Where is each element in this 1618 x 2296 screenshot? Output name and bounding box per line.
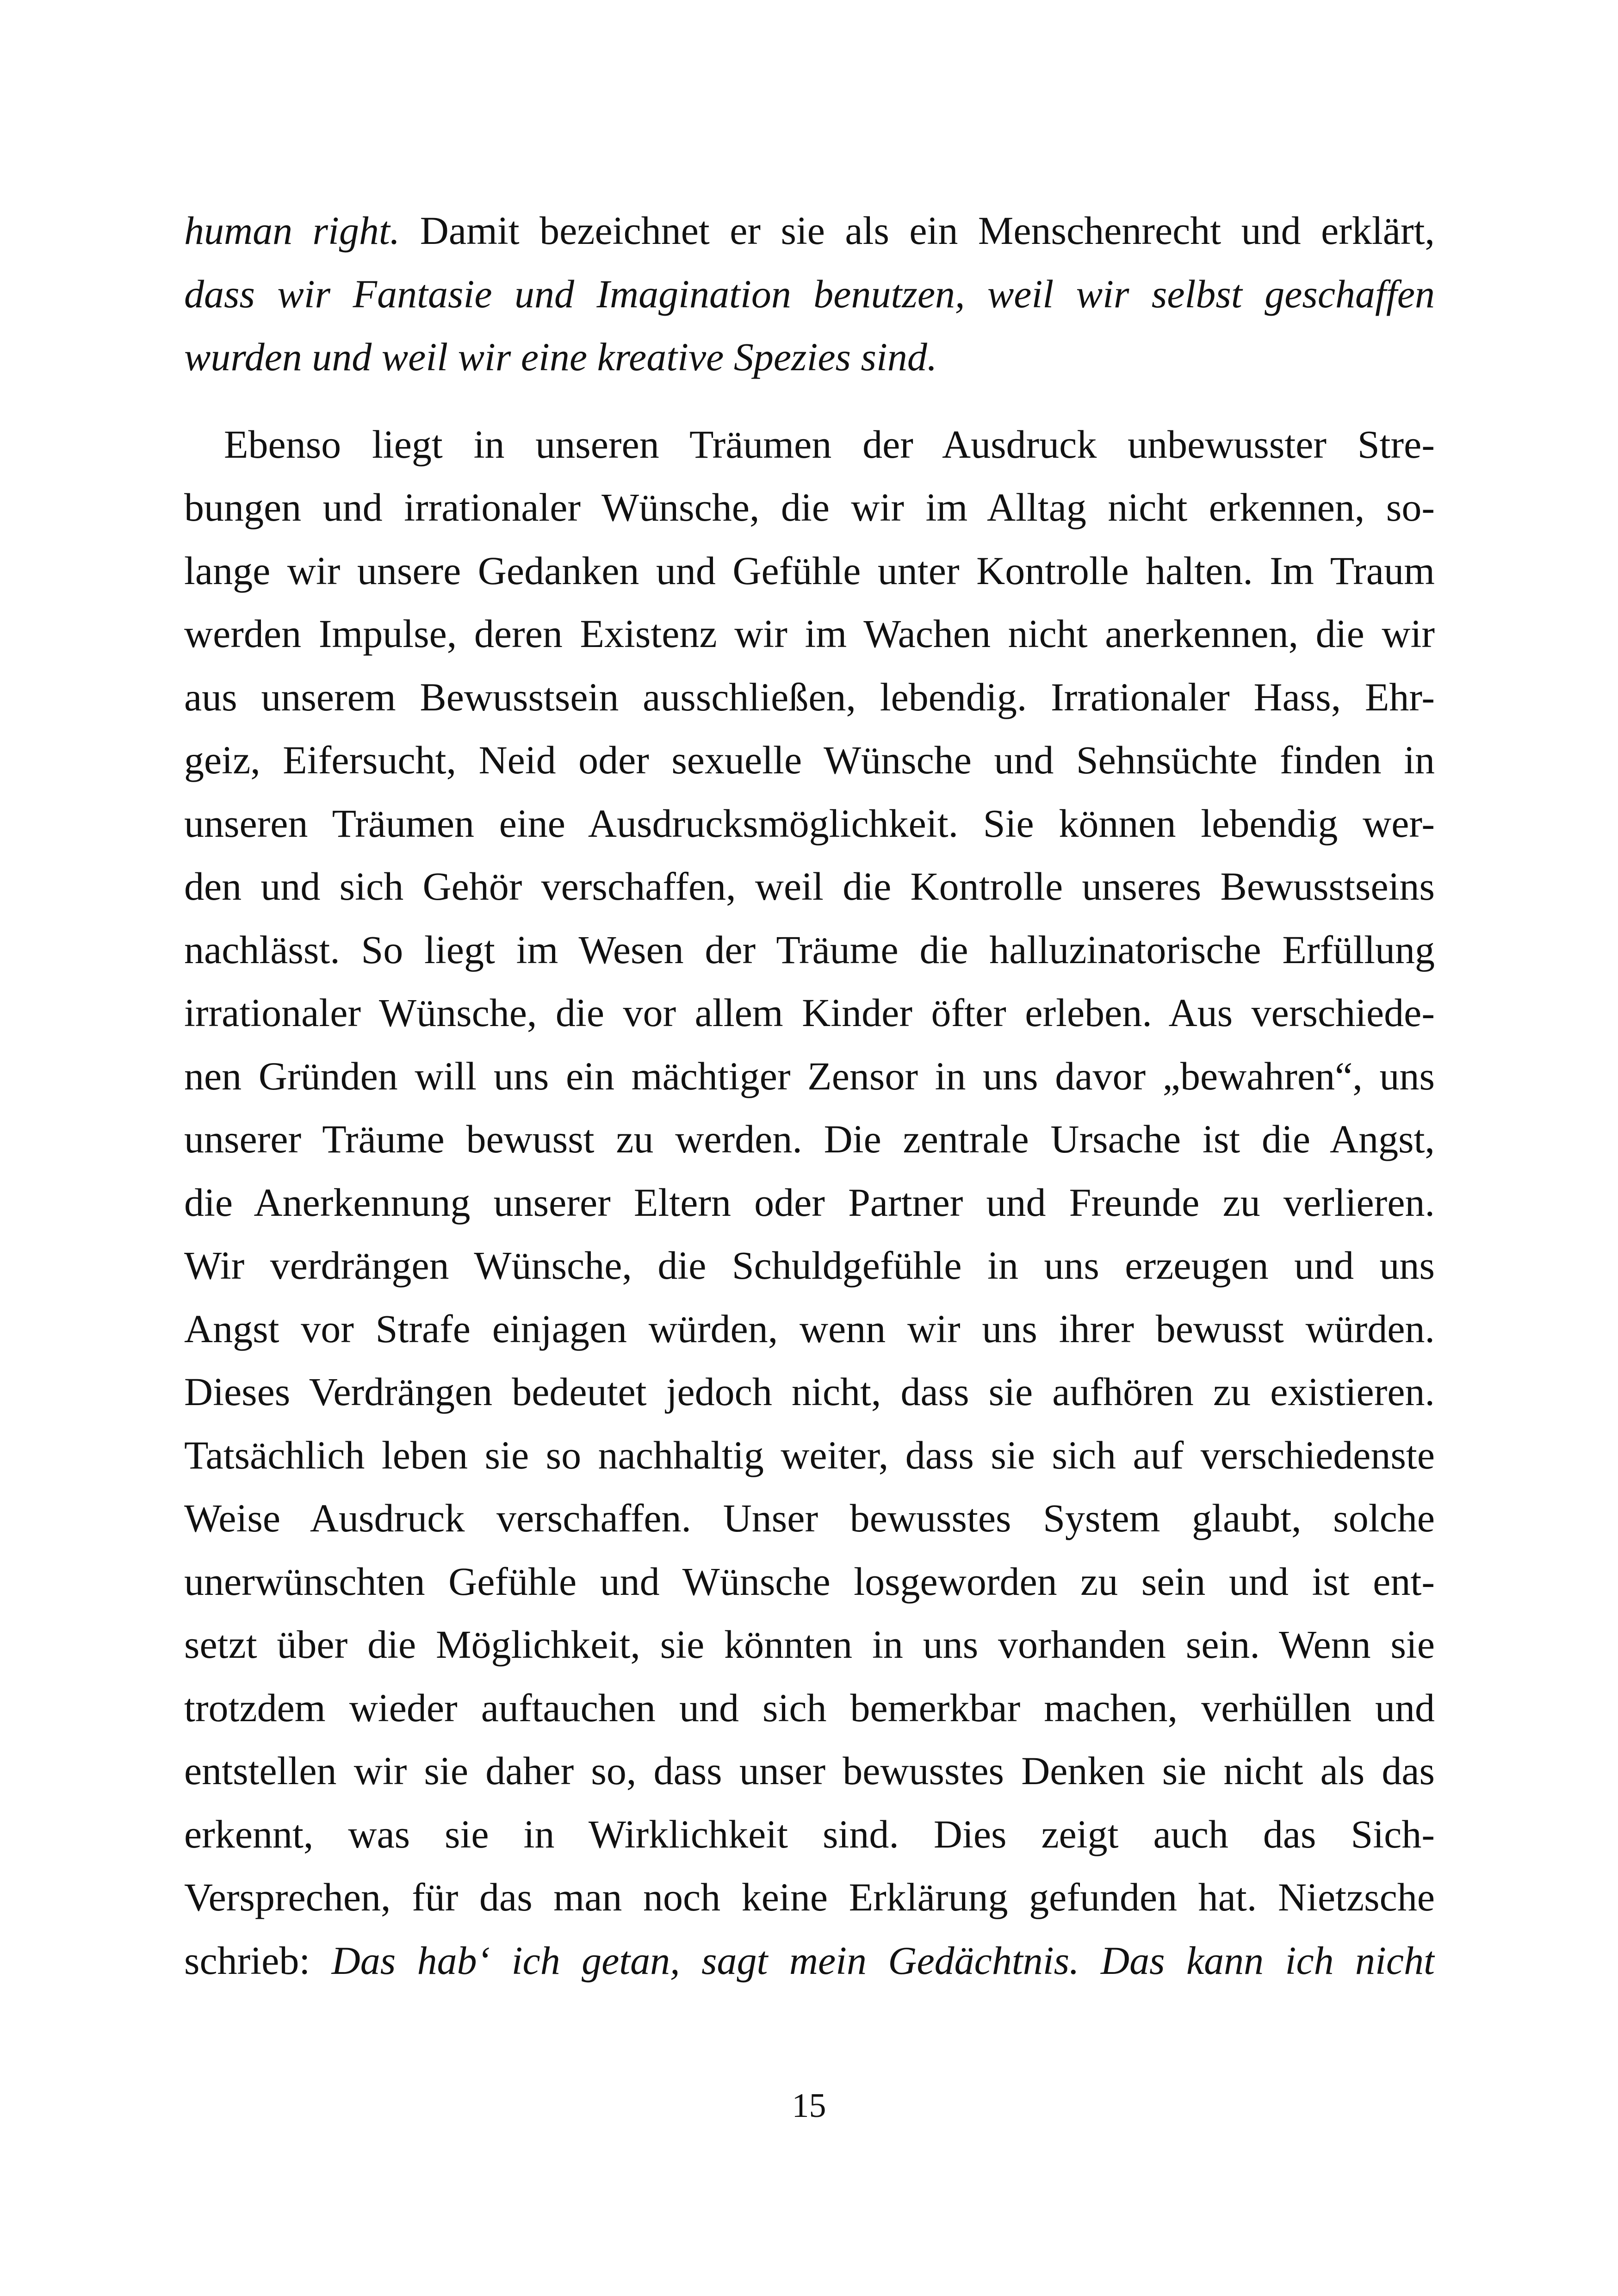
text-line: unseren Träumen eine Ausdrucksmöglichkeit. Sie können lebendig wer-	[184, 801, 1435, 846]
text-line: bungen und irrationaler Wünsche, die wir im Alltag nicht erkennen, so-	[184, 485, 1435, 529]
text-line: unerwünschten Gefühle und Wünsche losgeworden zu sein und ist ent-	[184, 1559, 1435, 1604]
text-line: Wir verdrängen Wünsche, die Schuldgefühle in uns erzeugen und uns	[184, 1243, 1435, 1288]
text-line: lange wir unsere Gedanken und Gefühle unter Kontrolle halten. Im Traum	[184, 548, 1435, 593]
paragraph-gap	[184, 389, 1435, 413]
italic-text: wurden und weil wir eine kreative Spezies sind.	[184, 335, 937, 379]
paragraph-1	[184, 199, 1435, 389]
body-text	[184, 199, 1435, 1992]
text-line: nen Gründen will uns ein mächtiger Zensor in uns davor „bewahren“, uns	[184, 1053, 1435, 1098]
text-line: Dieses Verdrängen bedeutet jedoch nicht, dass sie aufhören zu existieren.	[184, 1369, 1435, 1414]
text-line: unserer Träume bewusst zu werden. Die zentrale Ursache ist die Angst,	[184, 1117, 1435, 1161]
text-line	[184, 199, 1435, 262]
text-line: Ebenso liegt in unseren Träumen der Ausdruck unbewusster Stre-	[224, 422, 1435, 467]
text-line: den und sich Gehör verschaffen, weil die Kontrolle unseres Bewusstseins	[184, 864, 1435, 908]
text-line	[184, 325, 1435, 389]
page-number: 15	[792, 2087, 826, 2125]
text-line	[184, 1929, 1435, 1992]
text-run: Damit bezeichnet er sie als ein Menschenrecht und erklärt,	[400, 208, 1435, 253]
italic-text: Das hab‘ ich getan, sagt mein Gedächtnis. Das kann ich nicht	[331, 1938, 1435, 1983]
text-line: trotzdem wieder auftauchen und sich bemerkbar machen, verhüllen und	[184, 1685, 1435, 1730]
text-line: Weise Ausdruck verschaffen. Unser bewusstes System glaubt, solche	[184, 1496, 1435, 1540]
text-line: Versprechen, für das man noch keine Erklärung gefunden hat. Nietzsche	[184, 1875, 1435, 1919]
text-line: geiz, Eifersucht, Neid oder sexuelle Wünsche und Sehnsüchte finden in	[184, 738, 1435, 782]
paragraph-2	[184, 413, 1435, 1992]
text-line: aus unserem Bewusstsein ausschließen, lebendig. Irrationaler Hass, Ehr-	[184, 674, 1435, 719]
text-line: nachlässt. So liegt im Wesen der Träume die halluzinatorische Erfüllung	[184, 927, 1435, 972]
text-line: werden Impulse, deren Existenz wir im Wachen nicht anerkennen, die wir	[184, 611, 1435, 656]
text-line	[184, 262, 1435, 326]
text-line: Tatsächlich leben sie so nachhaltig weiter, dass sie sich auf verschiedenste	[184, 1432, 1435, 1477]
text-line: irrationaler Wünsche, die vor allem Kinder öfter erleben. Aus verschiede-	[184, 990, 1435, 1035]
italic-text: dass wir Fantasie und Imagination benutzen, weil wir selbst geschaffen	[184, 271, 1435, 316]
text-line: die Anerkennung unserer Eltern oder Partner und Freunde zu verlieren.	[184, 1180, 1435, 1225]
text-line: entstellen wir sie daher so, dass unser bewusstes Denken sie nicht als das	[184, 1748, 1435, 1793]
italic-text: human right.	[184, 208, 400, 253]
text-line: Angst vor Strafe einjagen würden, wenn wir uns ihrer bewusst würden.	[184, 1306, 1435, 1351]
text-line: erkennt, was sie in Wirklichkeit sind. Dies zeigt auch das Sich-	[184, 1811, 1435, 1856]
text-run: schrieb:	[184, 1938, 332, 1983]
text-line: setzt über die Möglichkeit, sie könnten in uns vorhanden sein. Wenn sie	[184, 1622, 1435, 1667]
